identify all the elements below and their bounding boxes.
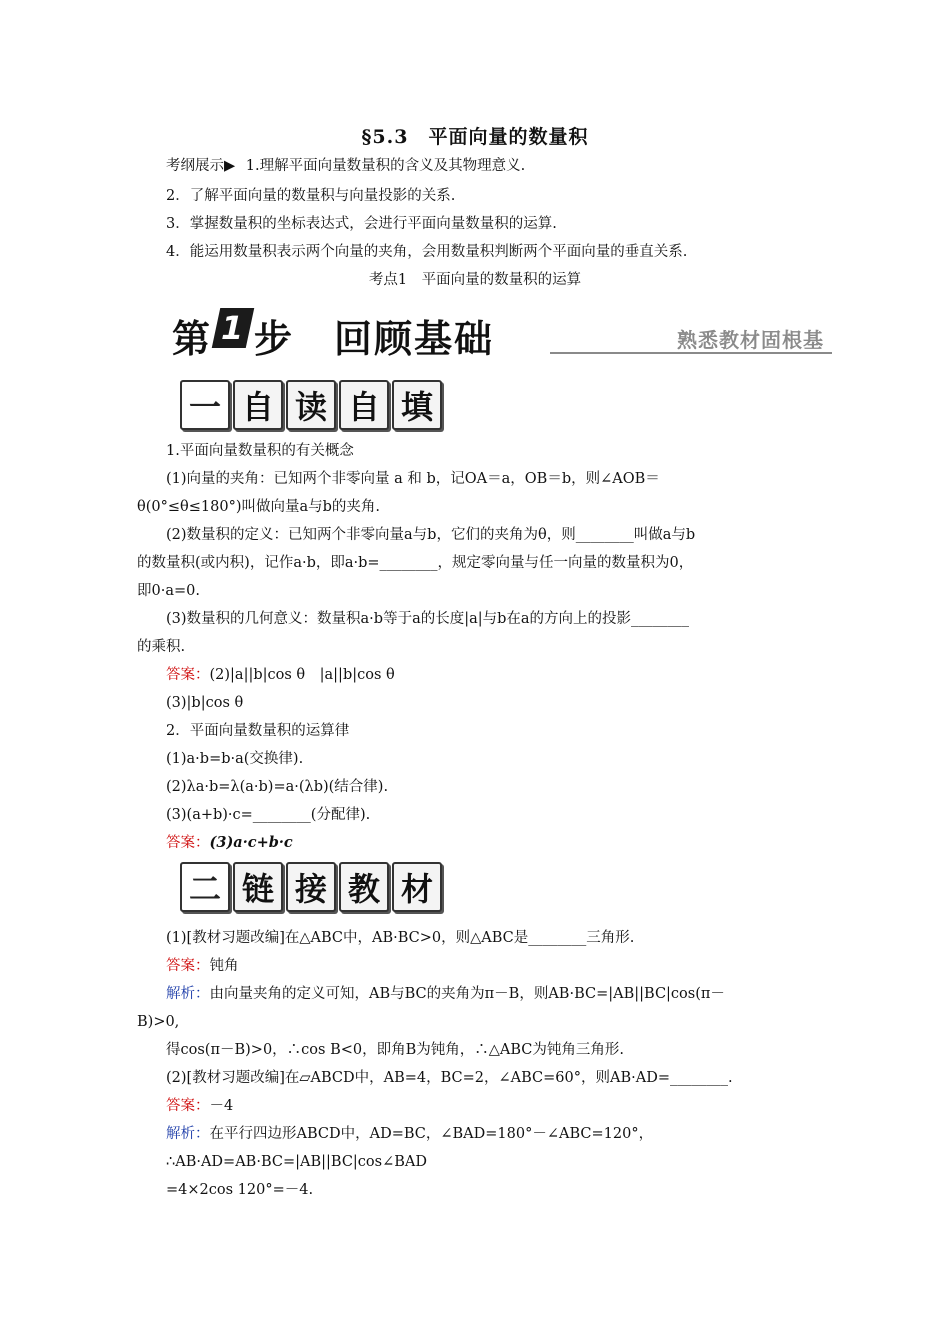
step-subtitle: 熟悉教材固根基: [677, 328, 824, 352]
question-1: (1)[教材习题改编]在△ABC中，AB·BC>0，则△ABC是________三角形.: [166, 930, 635, 946]
concept-p2c: 即0·a=0.: [137, 583, 200, 599]
page-title: §5.3 平面向量的数量积: [361, 126, 589, 148]
section-char: 二: [180, 862, 230, 912]
outline-line-1: [166, 156, 851, 176]
question-1-explanation-cont: B)>0,: [137, 1014, 180, 1030]
concept-p2a: (2)数量积的定义：已知两个非零向量a与b，它们的夹角为θ，则________叫做a与b: [166, 527, 696, 543]
concept-p1a: (1)向量的夹角：已知两个非零向量 a 和 b，记OA＝a，OB＝b，则∠AOB＝: [166, 471, 660, 487]
section-header-textbook: [180, 862, 442, 910]
outline-item-3: 3．掌握数量积的坐标表达式，会进行平面向量数量积的运算.: [166, 216, 557, 232]
outline-item-1: 1.理解平面向量数量积的含义及其物理意义.: [245, 158, 526, 174]
answer-1: [166, 665, 851, 685]
laws-heading: 2．平面向量数量积的运算律: [166, 723, 350, 739]
answer-text: 钝角: [209, 958, 239, 974]
concept-p1b: θ(0°≤θ≤180°)叫做向量a与b的夹角.: [137, 499, 381, 515]
law-2: (2)λa·b=λ(a·b)=a·(λb)(结合律).: [166, 779, 389, 795]
outline-item-2: 2．了解平面向量的数量积与向量投影的关系.: [166, 188, 456, 204]
explanation-text: 在平行四边形ABCD中，AD=BC，∠BAD=180°－∠ABC=120°，: [209, 1126, 654, 1142]
law-1: (1)a·b=b·a(交换律).: [166, 751, 304, 767]
answer-text: －4: [209, 1098, 234, 1114]
step-number-badge: 1: [212, 308, 255, 348]
section-char: 链: [233, 862, 283, 912]
concept-p3b: 的乘积.: [137, 639, 186, 655]
answer-label: 答案：: [166, 835, 210, 851]
explanation-label: 解析：: [166, 986, 210, 1002]
law-3: (3)(a+b)·c=________(分配律).: [166, 807, 371, 823]
answer-1b: (3)|b|cos θ: [166, 695, 244, 711]
answer-label: 答案：: [166, 958, 210, 974]
explanation-text: 由向量夹角的定义可知，AB与BC的夹角为π－B，则AB·BC=|AB||BC|cos(π－: [209, 986, 725, 1002]
concept-p3a: (3)数量积的几何意义：数量积a·b等于a的长度|a|与b在a的方向上的投影________: [166, 611, 690, 627]
section-char: 填: [392, 380, 442, 430]
step-title: 第 1 步 回顾基础: [172, 309, 495, 361]
question-2-explanation: [166, 1124, 851, 1144]
section-char: 自: [339, 380, 389, 430]
question-1-explanation: [166, 984, 851, 1004]
section-char: 教: [339, 862, 389, 912]
question-2: (2)[教材习题改编]在▱ABCD中，AB=4，BC=2，∠ABC=60°，则AB·AD=________.: [166, 1070, 733, 1086]
explanation-label: 解析：: [166, 1126, 210, 1142]
answer-label: 答案：: [166, 667, 210, 683]
answer-text: (2)|a||b|cos θ |a||b|cos θ: [209, 667, 395, 683]
concept-p2b: 的数量积(或内积)，记作a·b，即a·b=________，规定零向量与任一向量的数量积为0，: [137, 555, 694, 571]
question-2-explanation-end: =4×2cos 120°=－4.: [166, 1182, 314, 1198]
concept-heading: 1.平面向量数量积的有关概念: [166, 443, 354, 459]
question-2-explanation-cont: ∴AB·AD=AB·BC=|AB||BC|cos∠BAD: [166, 1154, 427, 1170]
outline-label: 考纲展示▶: [166, 158, 236, 174]
section-char: 接: [286, 862, 336, 912]
question-2-answer: [166, 1096, 851, 1116]
answer-text: (3)a·c+b·c: [209, 834, 293, 851]
step-banner: [172, 304, 832, 361]
section-char: 材: [392, 862, 442, 912]
answer-label: 答案：: [166, 1098, 210, 1114]
section-char: 读: [286, 380, 336, 430]
section-header-self-study: [180, 380, 442, 428]
question-1-answer: [166, 956, 851, 976]
answer-2: [166, 833, 851, 853]
question-1-explanation-end: 得cos(π－B)>0，∴cos B<0，即角B为钝角，∴△ABC为钝角三角形.: [166, 1042, 625, 1058]
section-char: 一: [180, 380, 230, 430]
topic-heading: 考点1 平面向量的数量积的运算: [368, 272, 582, 288]
outline-item-4: 4．能运用数量积表示两个向量的夹角，会用数量积判断两个平面向量的垂直关系.: [166, 244, 688, 260]
section-char: 自: [233, 380, 283, 430]
